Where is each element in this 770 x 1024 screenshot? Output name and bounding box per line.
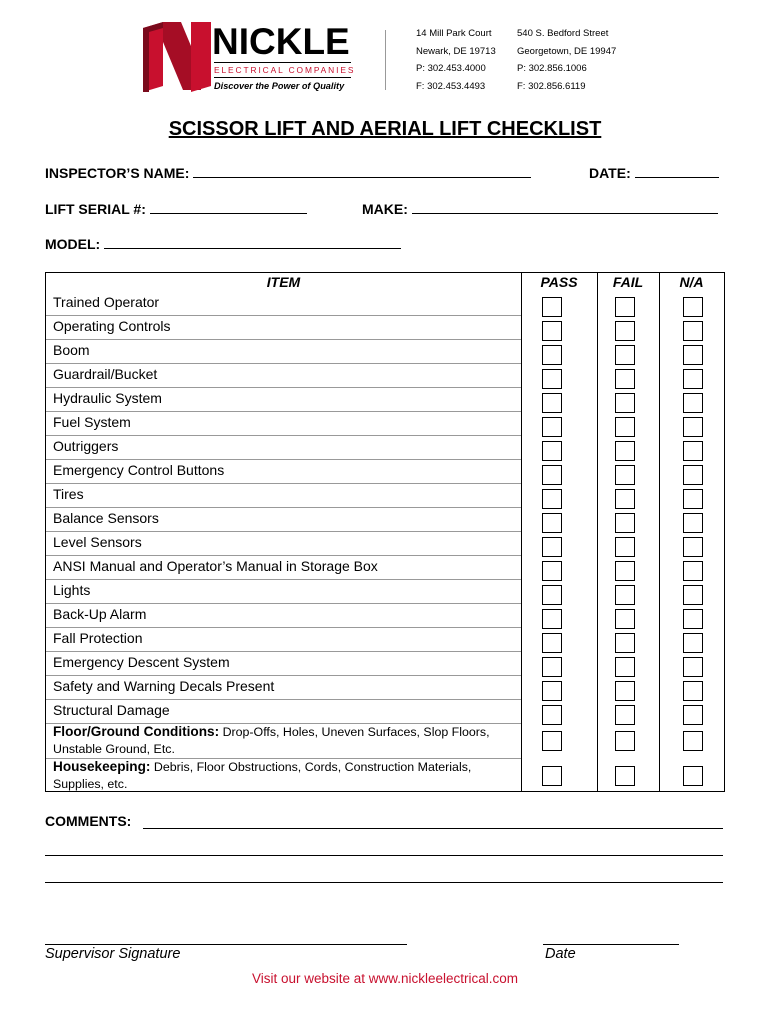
website-link[interactable]: Visit our website at www.nickleelectrical.com: [251, 971, 519, 986]
company-name: NICKLE: [212, 21, 350, 62]
na-checkbox[interactable]: [683, 513, 703, 533]
company-tagline: Discover the Power of Quality: [214, 81, 345, 91]
pass-checkbox[interactable]: [542, 321, 562, 341]
na-checkbox[interactable]: [683, 297, 703, 317]
pass-checkbox[interactable]: [542, 585, 562, 605]
column-divider: [597, 273, 598, 791]
fail-checkbox[interactable]: [615, 681, 635, 701]
fail-checkbox[interactable]: [615, 393, 635, 413]
checklist-table: [45, 272, 725, 792]
fax-line: F: 302.453.4493: [416, 80, 486, 92]
pass-checkbox[interactable]: [542, 465, 562, 485]
na-checkbox[interactable]: [683, 489, 703, 509]
company-subtitle: ELECTRICAL COMPANIES: [214, 65, 356, 75]
na-checkbox[interactable]: [683, 537, 703, 557]
checklist-item-label: [53, 723, 508, 758]
fax-line: F: 302.856.6119: [517, 80, 586, 92]
fail-checkbox[interactable]: [615, 489, 635, 509]
pass-checkbox[interactable]: [542, 633, 562, 653]
logo-divider: [214, 62, 351, 63]
date-field: [589, 163, 719, 181]
column-header-item: ITEM: [266, 274, 301, 290]
pass-checkbox[interactable]: [542, 705, 562, 725]
fail-checkbox[interactable]: [615, 585, 635, 605]
logo-divider: [214, 77, 351, 78]
na-checkbox[interactable]: [683, 585, 703, 605]
fail-checkbox[interactable]: [615, 345, 635, 365]
na-checkbox[interactable]: [683, 731, 703, 751]
pass-checkbox[interactable]: [542, 731, 562, 751]
na-checkbox[interactable]: [683, 369, 703, 389]
fail-checkbox[interactable]: [615, 705, 635, 725]
column-header-na: N/A: [679, 274, 704, 290]
pass-checkbox[interactable]: [542, 537, 562, 557]
pass-checkbox[interactable]: [542, 513, 562, 533]
na-checkbox[interactable]: [683, 609, 703, 629]
fail-checkbox[interactable]: [615, 537, 635, 557]
supervisor-signature-line[interactable]: [45, 944, 407, 945]
pass-checkbox[interactable]: [542, 417, 562, 437]
pass-checkbox[interactable]: [542, 766, 562, 786]
checklist-item-heading: Floor/Ground Conditions:: [53, 724, 220, 739]
na-checkbox[interactable]: [683, 393, 703, 413]
make-input[interactable]: [412, 199, 718, 214]
make-label: MAKE:: [362, 201, 408, 217]
checklist-item-label: [53, 758, 508, 793]
na-checkbox[interactable]: [683, 561, 703, 581]
checklist-item-label: Outriggers: [53, 438, 119, 454]
make-field: [362, 199, 718, 217]
column-header-fail: FAIL: [612, 274, 644, 290]
fail-checkbox[interactable]: [615, 731, 635, 751]
supervisor-signature-label: Supervisor Signature: [45, 946, 181, 962]
fail-checkbox[interactable]: [615, 513, 635, 533]
checklist-item-label: Balance Sensors: [53, 510, 159, 526]
checklist-item-label: Tires: [53, 486, 84, 502]
header-divider: [385, 30, 386, 90]
fail-checkbox[interactable]: [615, 633, 635, 653]
na-checkbox[interactable]: [683, 681, 703, 701]
pass-checkbox[interactable]: [542, 657, 562, 677]
na-checkbox[interactable]: [683, 633, 703, 653]
checklist-item-label: Emergency Control Buttons: [53, 462, 225, 478]
column-divider: [521, 273, 522, 791]
checklist-item-detail: Debris, Floor Obstructions, Cords, Construction Materials, Supplies, etc.: [53, 760, 472, 791]
na-checkbox[interactable]: [683, 441, 703, 461]
document-title: SCISSOR LIFT AND AERIAL LIFT CHECKLIST: [168, 118, 602, 140]
checklist-item-detail: Drop-Offs, Holes, Uneven Surfaces, Slop Floors, Unstable Ground, Etc.: [53, 725, 490, 756]
address-line: Newark, DE 19713: [416, 45, 496, 57]
checklist-item-label: Lights: [53, 582, 91, 598]
column-divider: [659, 273, 660, 791]
comments-line-1[interactable]: [143, 828, 723, 829]
row-divider: [46, 483, 521, 484]
signature-date-label: Date: [545, 946, 576, 962]
pass-checkbox[interactable]: [542, 489, 562, 509]
address-line: 540 S. Bedford Street: [517, 28, 609, 39]
na-checkbox[interactable]: [683, 465, 703, 485]
checklist-item-label: Fall Protection: [53, 630, 143, 646]
fail-checkbox[interactable]: [615, 441, 635, 461]
phone-line: P: 302.453.4000: [416, 63, 486, 74]
address-line: Georgetown, DE 19947: [517, 45, 617, 57]
fail-checkbox[interactable]: [615, 465, 635, 485]
column-header-pass: PASS: [540, 274, 578, 290]
fail-checkbox[interactable]: [615, 321, 635, 341]
fail-checkbox[interactable]: [615, 609, 635, 629]
pass-checkbox[interactable]: [542, 609, 562, 629]
office-georgetown-address: [517, 25, 616, 95]
model-label: MODEL:: [45, 236, 101, 252]
inspector-name-label: INSPECTOR’S NAME:: [45, 165, 190, 181]
pass-checkbox[interactable]: [542, 441, 562, 461]
comments-line-3[interactable]: [45, 882, 723, 883]
pass-checkbox[interactable]: [542, 345, 562, 365]
phone-line: P: 302.856.1006: [517, 63, 587, 74]
office-newark-address: [416, 25, 496, 95]
lift-serial-label: LIFT SERIAL #:: [45, 201, 146, 217]
pass-checkbox[interactable]: [542, 681, 562, 701]
fail-checkbox[interactable]: [615, 657, 635, 677]
pass-checkbox[interactable]: [542, 393, 562, 413]
row-divider: [46, 339, 521, 340]
checklist-item-label: ANSI Manual and Operator’s Manual in Storage Box: [53, 558, 378, 574]
date-label: DATE:: [589, 165, 631, 181]
checklist-item-label: Guardrail/Bucket: [53, 366, 158, 382]
comments-line-2[interactable]: [45, 855, 723, 856]
model-field: [45, 234, 401, 252]
checklist-item-label: Boom: [53, 342, 90, 358]
checklist-item-label: Emergency Descent System: [53, 654, 230, 670]
inspector-name-field: [45, 163, 531, 181]
fail-checkbox[interactable]: [615, 561, 635, 581]
checklist-item-label: Hydraulic System: [53, 390, 162, 406]
fail-checkbox[interactable]: [615, 417, 635, 437]
lift-serial-input[interactable]: [150, 199, 307, 214]
checklist-item-heading: Housekeeping:: [53, 759, 151, 774]
signature-date-line[interactable]: [543, 944, 679, 945]
na-checkbox[interactable]: [683, 705, 703, 725]
na-checkbox[interactable]: [683, 657, 703, 677]
na-checkbox[interactable]: [683, 321, 703, 341]
checklist-item-label: Fuel System: [53, 414, 131, 430]
checklist-item-label: Structural Damage: [53, 702, 170, 718]
nickle-logo-icon: [141, 20, 213, 92]
checklist-item-label: Level Sensors: [53, 534, 142, 550]
na-checkbox[interactable]: [683, 417, 703, 437]
row-divider: [46, 579, 521, 580]
fail-checkbox[interactable]: [615, 766, 635, 786]
fail-checkbox[interactable]: [615, 297, 635, 317]
checklist-item-label: Trained Operator: [53, 294, 160, 310]
pass-checkbox[interactable]: [542, 297, 562, 317]
na-checkbox[interactable]: [683, 766, 703, 786]
address-line: 14 Mill Park Court: [416, 28, 492, 39]
pass-checkbox[interactable]: [542, 369, 562, 389]
date-input[interactable]: [635, 163, 719, 178]
lift-serial-field: [45, 199, 307, 217]
checklist-item-label: Safety and Warning Decals Present: [53, 678, 275, 694]
checklist-item-label: Operating Controls: [53, 318, 171, 334]
model-input[interactable]: [104, 234, 401, 249]
pass-checkbox[interactable]: [542, 561, 562, 581]
na-checkbox[interactable]: [683, 345, 703, 365]
comments-label: COMMENTS:: [45, 813, 132, 829]
checklist-item-label: Back-Up Alarm: [53, 606, 147, 622]
inspector-name-input[interactable]: [193, 163, 531, 178]
fail-checkbox[interactable]: [615, 369, 635, 389]
